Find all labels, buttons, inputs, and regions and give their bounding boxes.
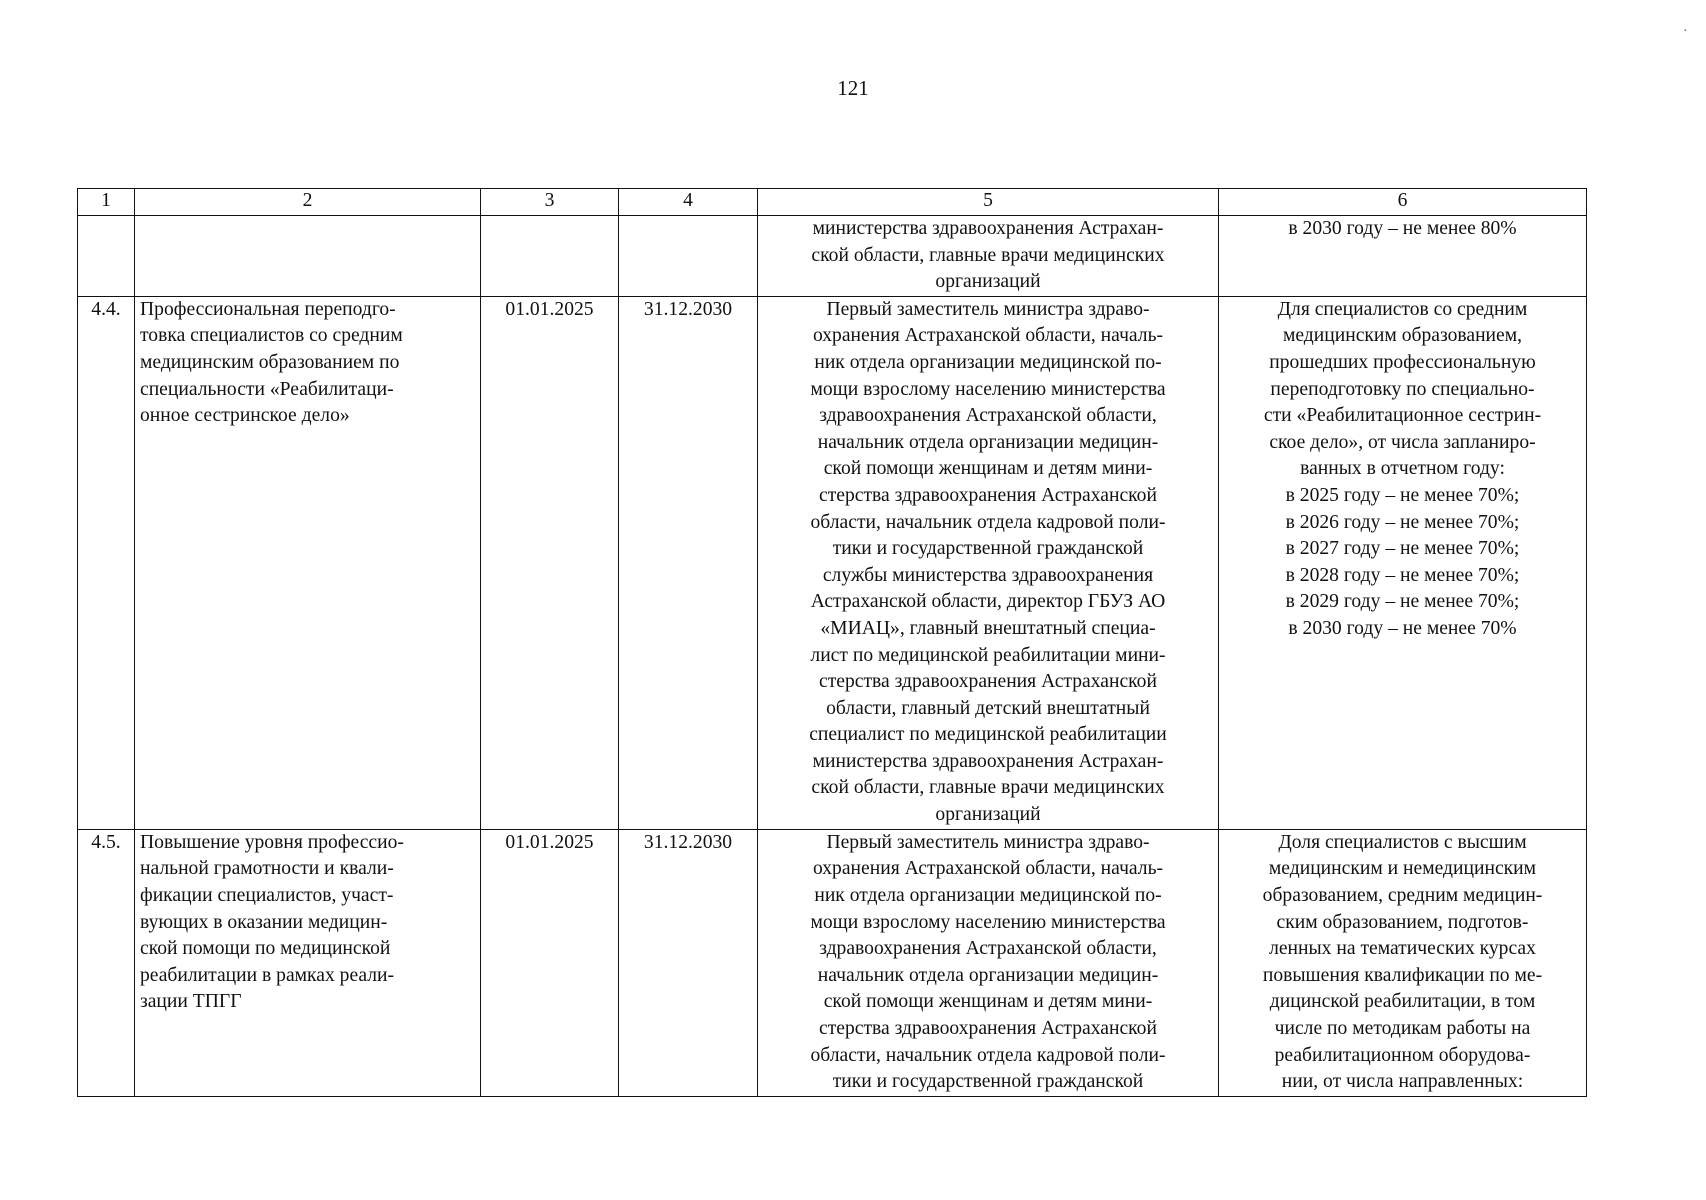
cell-text-line: начальник отдела организации медицин- bbox=[817, 431, 1159, 453]
cell-text-line: реабилитационном оборудова- bbox=[1274, 1044, 1531, 1066]
cell-text-line: Астраханской области, директор ГБУЗ АО bbox=[810, 591, 1166, 613]
cell-text-line: Повышение уровня профессио- bbox=[140, 831, 404, 853]
cell-text-line: товка специалистов со средним bbox=[140, 325, 403, 347]
cell-text-line: ванных в отчетном году: bbox=[1300, 458, 1505, 480]
cell-text-line: организаций bbox=[935, 271, 1041, 293]
cell-text-line: ник отдела организации медицинской по- bbox=[814, 884, 1162, 906]
cell-text-line: ник отдела организации медицинской по- bbox=[814, 351, 1162, 373]
cell-text-line: фикации специалистов, участ- bbox=[140, 884, 394, 906]
table-body bbox=[78, 216, 1587, 1097]
cell-text-line: нальной грамотности и квали- bbox=[140, 858, 394, 880]
cell-text-line: Для специалистов со средним bbox=[1277, 298, 1528, 320]
cell-text-line: стерства здравоохранения Астраханской bbox=[819, 1017, 1157, 1039]
cell-text-line: области, начальник отдела кадровой поли- bbox=[810, 511, 1166, 533]
cell-text-line: службы министерства здравоохранения bbox=[822, 564, 1154, 586]
cell-text-line: Доля специалистов с высшим bbox=[1278, 831, 1527, 853]
cell-text-line: ской помощи женщинам и детям мини- bbox=[823, 991, 1153, 1013]
measures-table bbox=[77, 188, 1587, 1097]
header-cell-4: 4 bbox=[619, 189, 758, 216]
end-date bbox=[619, 216, 758, 297]
target-indicator bbox=[1219, 216, 1587, 297]
table-row bbox=[78, 296, 1587, 829]
cell-text-line: охранения Астраханской области, началь- bbox=[812, 325, 1164, 347]
cell-text-line: стерства здравоохранения Астраханской bbox=[819, 671, 1157, 693]
row-number: 4.4. bbox=[78, 296, 135, 829]
cell-text-line: ской области, главные врачи медицинских bbox=[811, 777, 1165, 799]
measure-name bbox=[135, 296, 481, 829]
cell-text-line: реабилитации в рамках реали- bbox=[140, 964, 395, 986]
cell-text-line: ское дело», от числа запланиро- bbox=[1269, 431, 1536, 453]
cell-text-line: тики и государственной гражданской bbox=[832, 538, 1144, 560]
cell-text-line: ской помощи по медицинской bbox=[140, 938, 391, 960]
cell-text-line: образованием, средним медицин- bbox=[1262, 884, 1543, 906]
start-date: 01.01.2025 bbox=[481, 296, 619, 829]
cell-text-line: ским образованием, подготов- bbox=[1276, 911, 1529, 933]
cell-text-line: сти «Реабилитационное сестрин- bbox=[1263, 405, 1542, 427]
cell-text-line: вующих в оказании медицин- bbox=[140, 911, 388, 933]
header-row bbox=[78, 189, 1587, 216]
cell-text-line: министерства здравоохранения Астрахан- bbox=[812, 750, 1164, 772]
cell-text-line: повышения квалификации по ме- bbox=[1262, 964, 1543, 986]
header-cell-6: 6 bbox=[1219, 189, 1587, 216]
cell-text-line: в 2025 году – не менее 70%; bbox=[1285, 484, 1520, 506]
cell-text-line: здравоохранения Астраханской области, bbox=[819, 938, 1157, 960]
cell-text-line: ской области, главные врачи медицинских bbox=[811, 244, 1165, 266]
table-row bbox=[78, 216, 1587, 297]
cell-text-line: в 2026 году – не менее 70%; bbox=[1285, 511, 1520, 533]
cell-text-line: зации ТПГГ bbox=[140, 991, 242, 1013]
cell-text-line: переподготовку по специально- bbox=[1270, 378, 1535, 400]
cell-text-line: охранения Астраханской области, началь- bbox=[812, 858, 1164, 880]
scan-speck: · bbox=[1683, 24, 1688, 39]
cell-text-line: ской помощи женщинам и детям мини- bbox=[823, 458, 1153, 480]
responsible-persons bbox=[758, 216, 1219, 297]
cell-text-line: ленных на тематических курсах bbox=[1269, 938, 1536, 960]
cell-text-line: в 2029 году – не менее 70%; bbox=[1285, 591, 1520, 613]
cell-text-line: тики и государственной гражданской bbox=[832, 1071, 1144, 1093]
cell-text-line: числе по методикам работы на bbox=[1274, 1017, 1531, 1039]
cell-text-line: области, главный детский внештатный bbox=[826, 697, 1150, 719]
cell-text-line: онное сестринское дело» bbox=[140, 405, 350, 427]
cell-text-line: специалист по медицинской реабилитации bbox=[809, 724, 1167, 746]
cell-text-line: здравоохранения Астраханской области, bbox=[819, 405, 1157, 427]
cell-text-line: в 2027 году – не менее 70%; bbox=[1285, 538, 1520, 560]
header-cell-3: 3 bbox=[481, 189, 619, 216]
cell-text-line: медицинским образованием по bbox=[140, 351, 400, 373]
header-cell-1: 1 bbox=[78, 189, 135, 216]
target-indicator bbox=[1219, 829, 1587, 1096]
cell-text-line: дицинской реабилитации, в том bbox=[1269, 991, 1536, 1013]
end-date: 31.12.2030 bbox=[619, 829, 758, 1096]
cell-text-line: в 2030 году – не менее 80% bbox=[1288, 218, 1517, 239]
cell-text-line: специальности «Реабилитаци- bbox=[140, 378, 394, 400]
cell-text-line: области, начальник отдела кадровой поли- bbox=[810, 1044, 1166, 1066]
row-number: 4.5. bbox=[78, 829, 135, 1096]
page-number: 121 bbox=[837, 76, 869, 100]
responsible-persons bbox=[758, 296, 1219, 829]
start-date: 01.01.2025 bbox=[481, 829, 619, 1096]
cell-text-line: организаций bbox=[935, 804, 1041, 826]
cell-text-line: стерства здравоохранения Астраханской bbox=[819, 484, 1157, 506]
cell-text-line: министерства здравоохранения Астрахан- bbox=[812, 218, 1164, 239]
cell-text-line: начальник отдела организации медицин- bbox=[817, 964, 1159, 986]
header-cell-2: 2 bbox=[135, 189, 481, 216]
cell-text-line: мощи взрослому населению министерства bbox=[810, 378, 1166, 400]
cell-text-line: нии, от числа направленных: bbox=[1281, 1071, 1524, 1093]
start-date bbox=[481, 216, 619, 297]
cell-text-line: «МИАЦ», главный внештатный специа- bbox=[820, 617, 1156, 639]
cell-text-line: Первый заместитель министра здраво- bbox=[826, 831, 1150, 853]
target-indicator bbox=[1219, 296, 1587, 829]
cell-text-line: в 2030 году – не менее 70% bbox=[1288, 617, 1517, 639]
cell-text-line: медицинским и немедицинским bbox=[1268, 858, 1537, 880]
cell-text-line: медицинским образованием, bbox=[1282, 325, 1523, 347]
row-number bbox=[78, 216, 135, 297]
responsible-persons bbox=[758, 829, 1219, 1096]
cell-text-line: лист по медицинской реабилитации мини- bbox=[810, 644, 1166, 666]
measure-name bbox=[135, 216, 481, 297]
cell-text-line: Первый заместитель министра здраво- bbox=[826, 298, 1150, 320]
end-date: 31.12.2030 bbox=[619, 296, 758, 829]
measure-name bbox=[135, 829, 481, 1096]
cell-text-line: в 2028 году – не менее 70%; bbox=[1285, 564, 1520, 586]
table-row bbox=[78, 829, 1587, 1096]
header-cell-5: 5 bbox=[758, 189, 1219, 216]
cell-text-line: мощи взрослому населению министерства bbox=[810, 911, 1166, 933]
cell-text-line: прошедших профессиональную bbox=[1269, 351, 1536, 373]
cell-text-line: Профессиональная переподго- bbox=[140, 298, 396, 320]
